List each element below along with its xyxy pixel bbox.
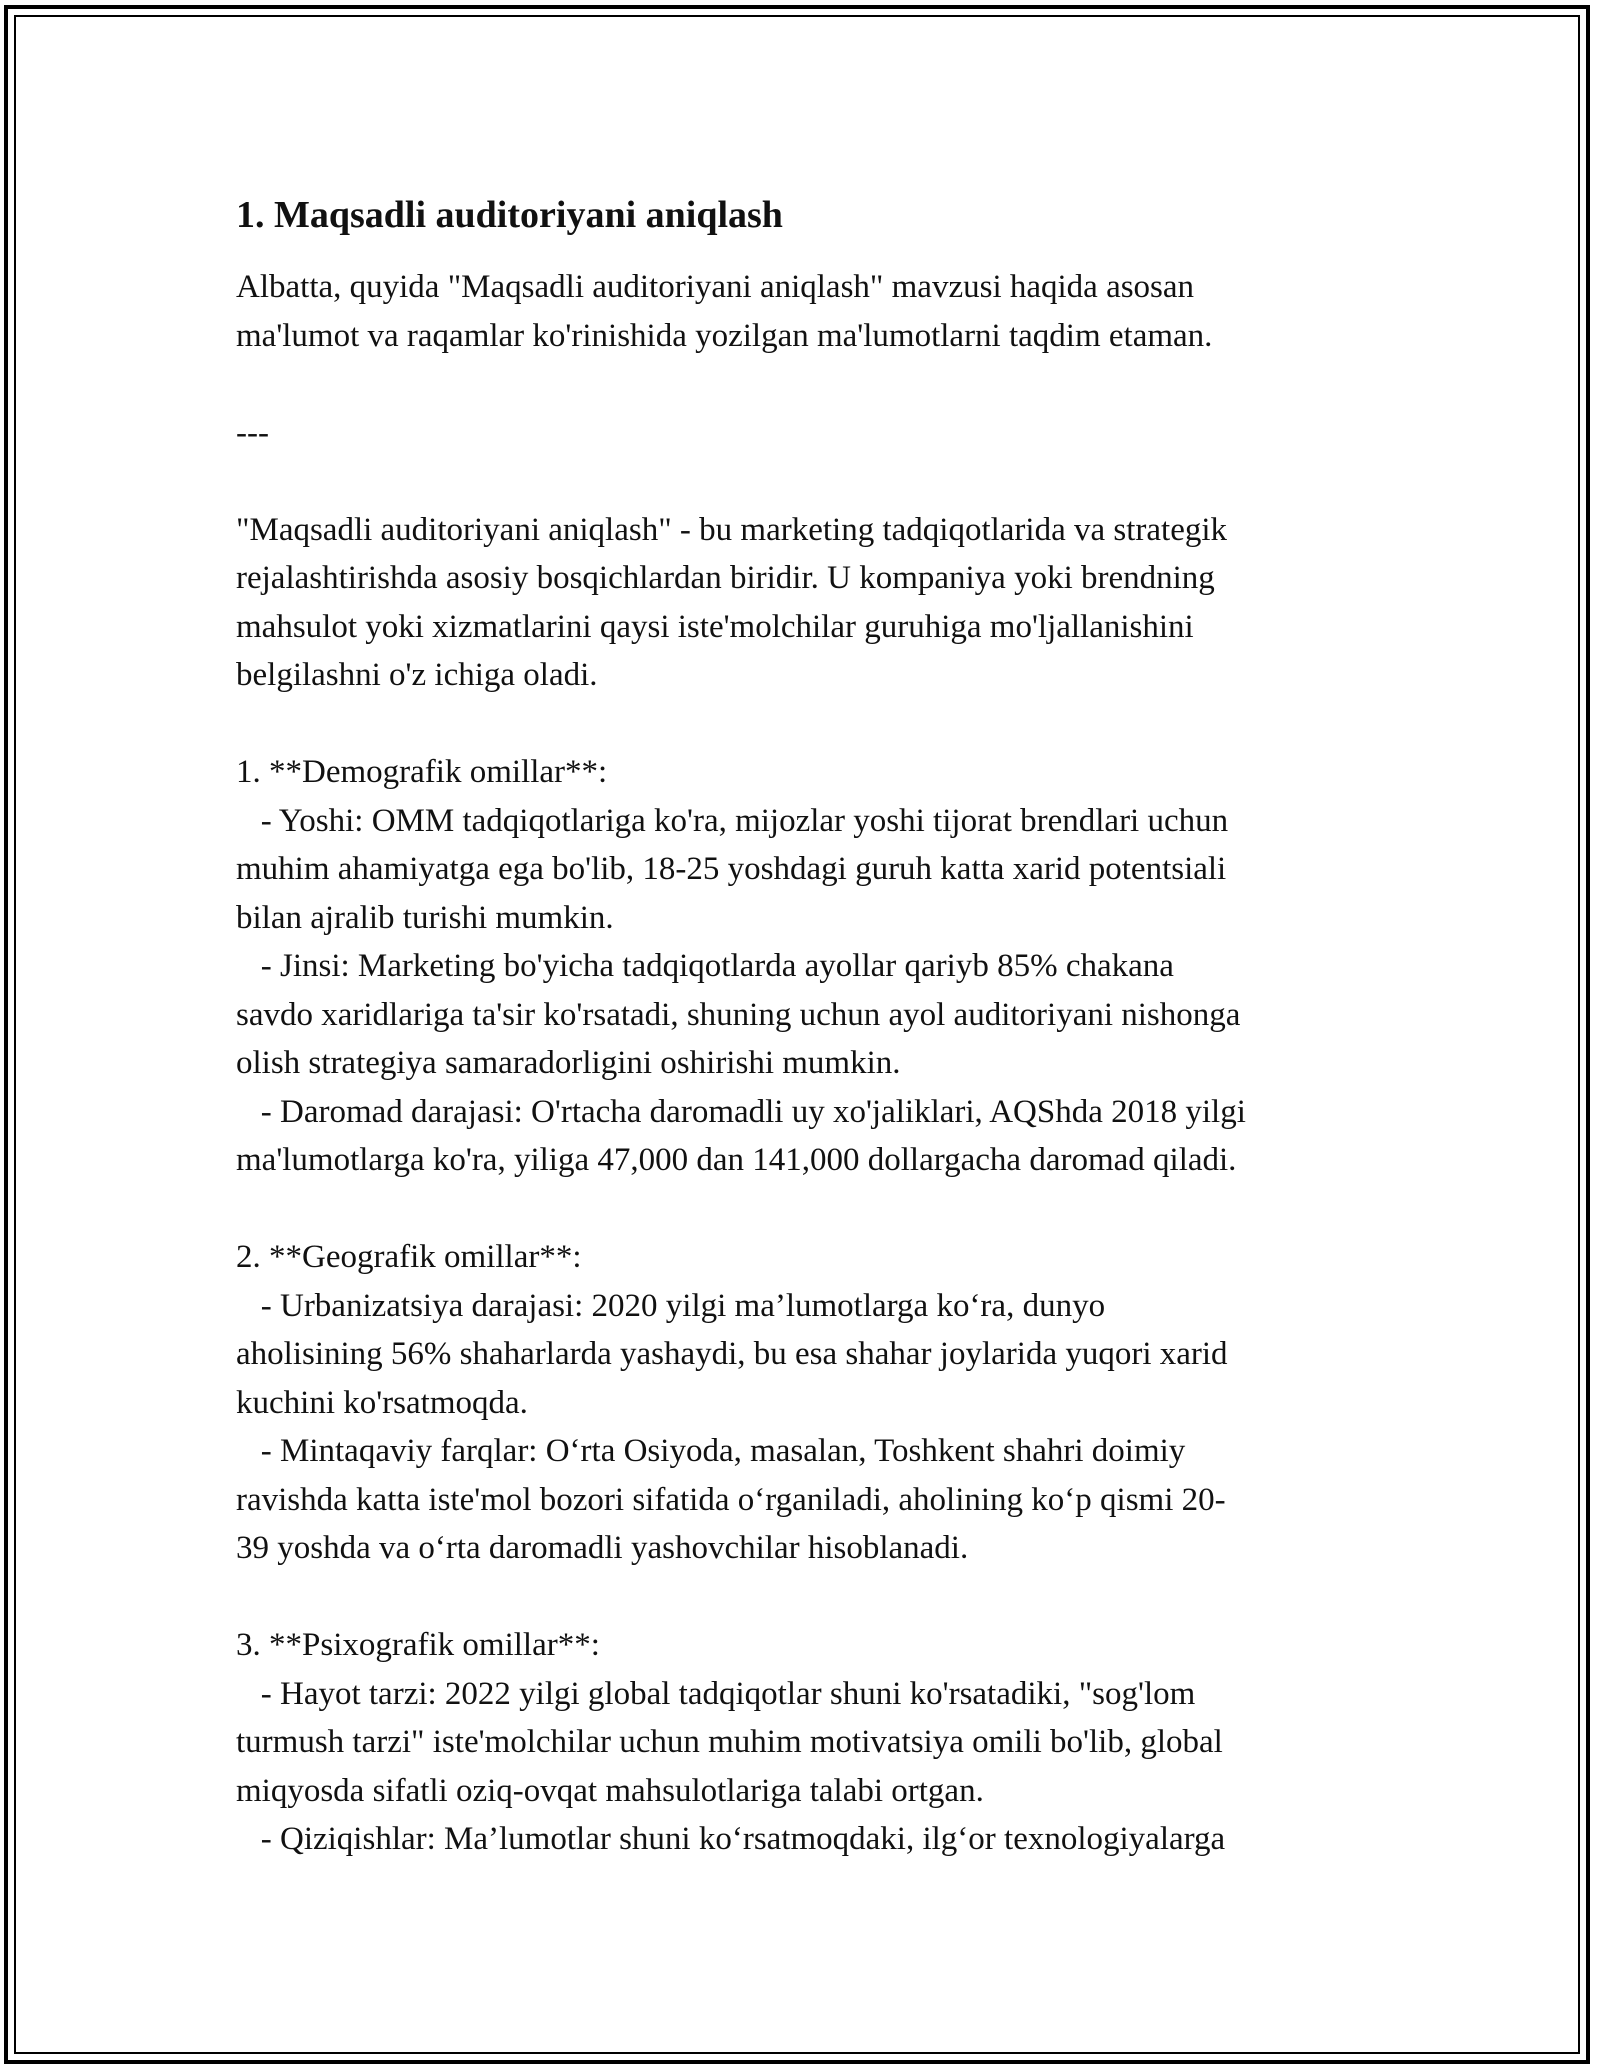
spacer (236, 457, 1376, 506)
spacer (236, 1185, 1376, 1234)
document-title: 1. Maqsadli auditoriyani aniqlash (236, 194, 783, 236)
section-geographic: 2. **Geografik omillar**: - Urbanizatsiya darajasi: 2020 yilgi ma’lumotlarga ko‘ra, dunyo aholisining 56% shaharlarda yashaydi, bu esa shahar joylarida yuqori xarid kuchini ko'rsatmoqda. - Mintaqaviy farqlar: O‘rta Osiyoda, masalan, Toshkent shahri doimiy ravishda katta iste'mol bozori sifatida o‘rganiladi, aholining ko‘p qismi 20- 39 yoshda va o‘rta daromadli yashovchilar hisoblanadi. (236, 1239, 1228, 1566)
spacer (236, 700, 1376, 749)
spacer (236, 1573, 1376, 1622)
spacer (236, 245, 1376, 263)
section-demographic: 1. **Demografik omillar**: - Yoshi: OMM tadqiqotlariga ko'ra, mijozlar yoshi tijorat brendlari uchun muhim ahamiyatga ega bo'lib, 18-25 yoshdagi guruh katta xarid potentsiali bilan ajralib turishi mumkin. - Jinsi: Marketing bo'yicha tadqiqotlarda ayollar qariyb 85% chakana savdo xaridlariga ta'sir ko'rsatadi, shuning uchun ayol auditoriyani nishonga olish strategiya samaradorligini oshirishi mumkin. - Daromad darajasi: O'rtacha daromadli uy xo'jaliklari, AQShda 2018 yilgi ma'lumotlarga ko'ra, yiliga 47,000 dan 141,000 dollargacha daromad qiladi. (236, 754, 1246, 1178)
spacer (236, 360, 1376, 409)
intro-paragraph: Albatta, quyida "Maqsadli auditoriyani aniqlash" mavzusi haqida asosan ma'lumot va raqamlar ko'rinishida yozilgan ma'lumotlarni taqdim etaman. (236, 269, 1213, 354)
definition-paragraph: "Maqsadli auditoriyani aniqlash" - bu marketing tadqiqotlarida va strategik rejalashtirishda asosiy bosqichlardan biridir. U kompaniya yoki brendning mahsulot yoki xizmatlarini qaysi iste'molchilar guruhiga mo'ljallanishini belgilashni o'z ichiga oladi. (236, 511, 1228, 693)
section-psychographic: 3. **Psixografik omillar**: - Hayot tarzi: 2022 yilgi global tadqiqotlar shuni ko'rsatadiki, "sog'lom turmush tarzi" iste'molchilar uchun muhim motivatsiya omili bo'lib, global miqyosda sifatli oziq-ovqat mahsulotlariga talabi ortgan. - Qiziqishlar: Ma’lumotlar shuni ko‘rsatmoqdaki, ilg‘or texnologiyalarga (236, 1627, 1226, 1857)
document-body (236, 185, 1376, 1864)
separator-line: --- (236, 414, 269, 451)
